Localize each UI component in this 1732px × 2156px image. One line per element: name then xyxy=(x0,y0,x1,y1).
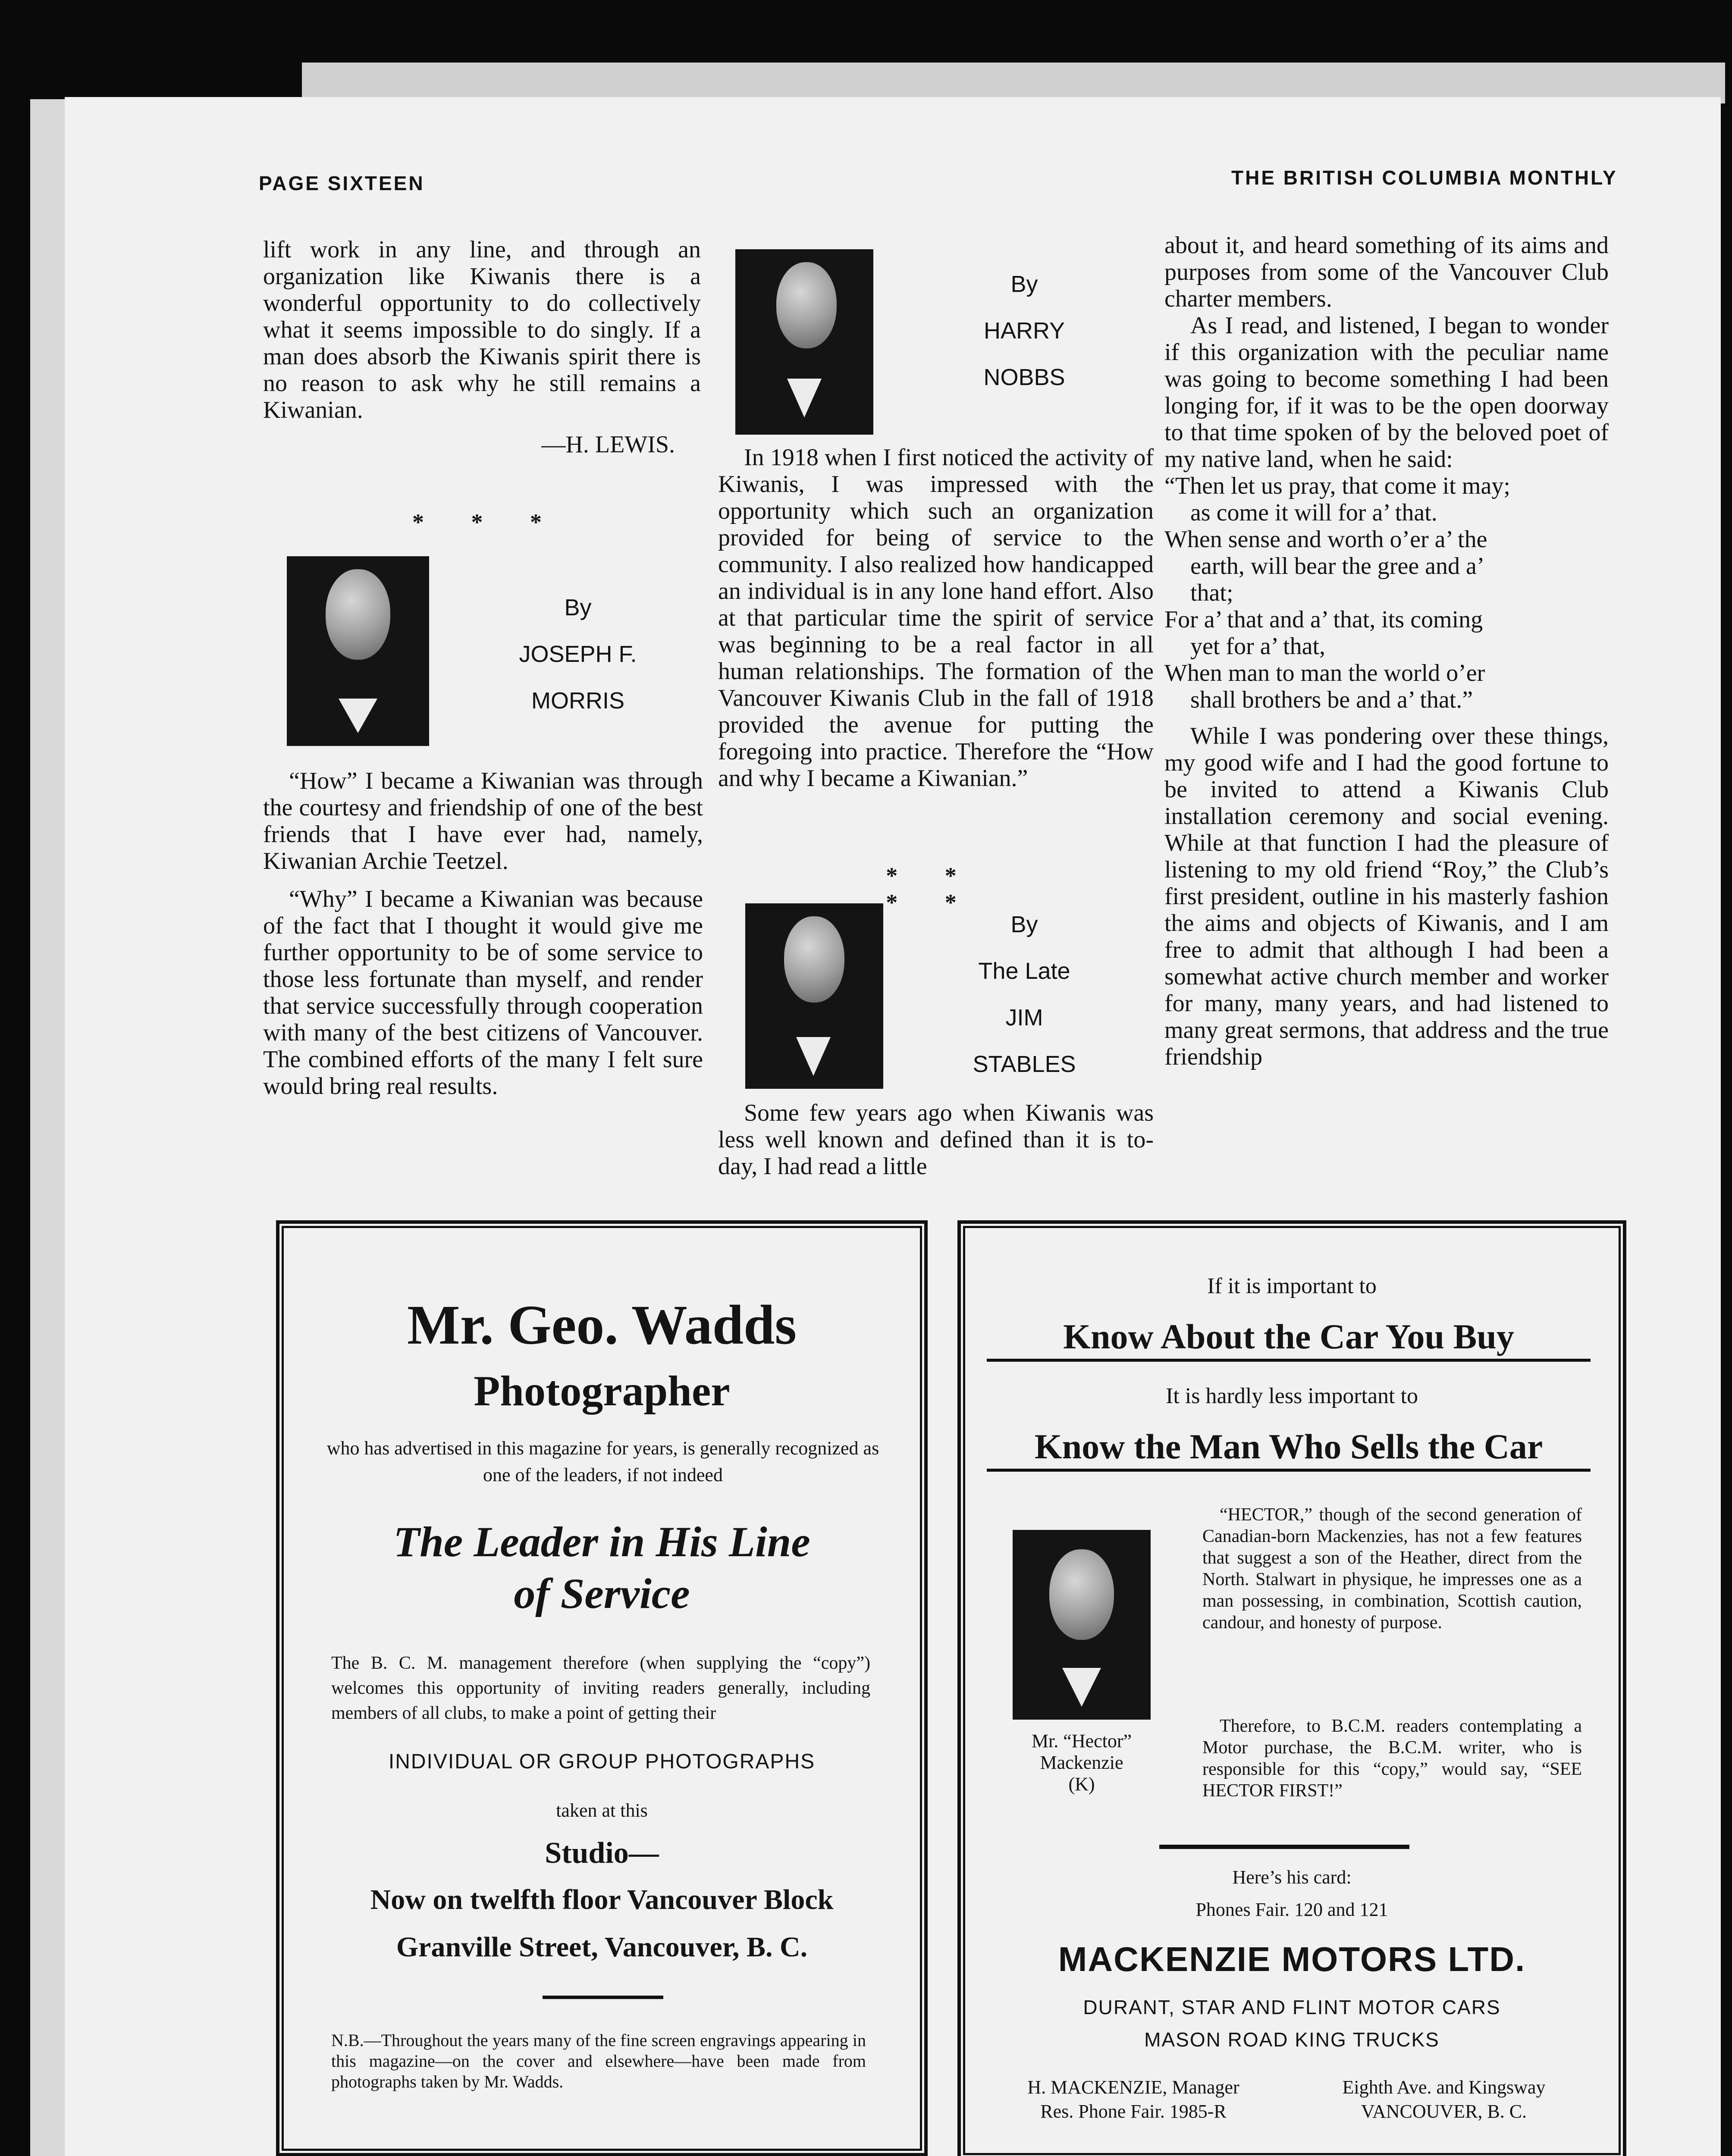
col3-installation-paragraph: While I was pondering over these things, my good wife and I had the good fortune to be invited to attend a Kiwanis Club installation ceremony and social evening. While at that function I had the pleasure of listening to my old friend “Roy,” the Club’s first president, outline in his masterly fashion the aims and objects of Kiwanis, and I am free to admit that although I had been a somewhat active church member and worker for many, many years, and had listened to many great sermons, that address and the true friendship xyxy=(1164,723,1609,1070)
ad-address-1: Now on twelfth floor Vancouver Block xyxy=(370,1884,834,1915)
ad-body: The B. C. M. management therefore (when supplying the “copy”) welcomes this opportunity of inviting readers generally, including members of all clubs, to make a point of getting their xyxy=(331,1653,870,1723)
ad-tagline-2: of Service xyxy=(514,1570,690,1617)
lewis-signature: —H. LEWIS. xyxy=(541,431,675,458)
ad-address-2: Granville Street, Vancouver, B. C. xyxy=(396,1931,808,1963)
section-divider-stars: * * * xyxy=(412,509,562,535)
ad-lead-1: If it is important to xyxy=(1207,1274,1377,1298)
ad-cars: DURANT, STAR AND FLINT MOTOR CARS xyxy=(1083,1996,1501,2018)
morris-how-paragraph: “How” I became a Kiwanian was through the courtesy and friendship of one of the best friends that I have ever had, namely, Kiwanian Archie Teetzel. xyxy=(263,768,703,874)
ad-hector-description: “HECTOR,” though of the second generation of Canadian-born Mackenzies, has not a few features that suggest a son of the Heather, direct from the North. Stalwart in physique, he impresses one as a man possessing, in combination, Scottish caution, candour, and honesty of purpose. xyxy=(1202,1505,1582,1633)
ad-headline-1: Know About the Car You Buy xyxy=(987,1316,1591,1362)
ad-intro: who has advertised in this magazine for years, is generally recognized as one of the leaders, if not indeed xyxy=(326,1438,879,1485)
ad-location: Eighth Ave. and Kingsway VANCOUVER, B. C. xyxy=(1342,2077,1546,2122)
ad-taken: taken at this xyxy=(556,1800,648,1821)
ad-tagline-1: The Leader in His Line xyxy=(393,1518,810,1566)
nobbs-text xyxy=(718,444,1154,792)
ad-divider-2 xyxy=(1159,1845,1409,1849)
morris-why-paragraph: “Why” I became a Kiwanian was because of the fact that I thought it would give me further opportunity to be of some service to those less fortunate than myself, and render that service successfully through cooperation with many of the best citizens of Vancouver. The combined efforts of the many I felt sure would bring real results. xyxy=(263,886,703,1100)
poem-line: that; xyxy=(1190,580,1233,606)
ad-phones: Phones Fair. 120 and 121 xyxy=(1195,1899,1388,1920)
byline-morris: By JOSEPH F. MORRIS xyxy=(519,595,637,714)
ad-title: Mr. Geo. Wadds xyxy=(407,1294,797,1356)
byline-nobbs: By HARRY NOBBS xyxy=(983,271,1065,390)
portrait-hector-mackenzie xyxy=(1013,1530,1151,1720)
page-number-header: PAGE SIXTEEN xyxy=(259,172,425,194)
poem-line: “Then let us pray, that come it may; xyxy=(1164,473,1510,499)
ad-manager: H. MACKENZIE, Manager Res. Phone Fair. 1985-R xyxy=(1027,2077,1239,2122)
burns-poem xyxy=(1164,473,1609,713)
poem-line: earth, will bear the gree and a’ xyxy=(1190,553,1485,580)
morris-text xyxy=(263,768,703,1100)
magazine-title-header: THE BRITISH COLUMBIA MONTHLY xyxy=(1231,166,1618,189)
section-divider-stars-2: * * * * xyxy=(886,863,977,915)
portrait-harry-nobbs xyxy=(735,249,873,435)
ad-trucks: MASON ROAD KING TRUCKS xyxy=(1144,2028,1440,2051)
wadds-photographer-ad xyxy=(276,1220,928,2156)
ad-headline-2: Know the Man Who Sells the Car xyxy=(987,1426,1591,1472)
ad-lead-2: It is hardly less important to xyxy=(1166,1384,1418,1408)
stables-text xyxy=(718,1100,1154,1180)
nobbs-paragraph: In 1918 when I first noticed the activity of Kiwanis, I was impressed with the opportunity which such an organization provided for being of service to the community. I also realized how handicapped an individual is in any lone hand effort. Also at that particular time the spirit of service was beginning to be a real factor in all human relationships. The formation of the Vancouver Kiwanis Club in the fall of 1918 provided the avenue for putting the foregoing into practice. Therefore the “How and why I became a Kiwanian.” xyxy=(718,444,1154,792)
poem-line: When sense and worth o’er a’ the xyxy=(1164,526,1487,553)
poem-line: When man to man the world o’er xyxy=(1164,660,1485,686)
ad-company-name: MACKENZIE MOTORS LTD. xyxy=(1058,1940,1526,1978)
stables-paragraph: Some few years ago when Kiwanis was less well known and defined than it is to-day, I had read a little xyxy=(718,1100,1154,1180)
ad-hector-recommendation: Therefore, to B.C.M. readers contemplating a Motor purchase, the B.C.M. writer, who is responsible for this “copy,” would say, “SEE HECTOR FIRST!” xyxy=(1202,1716,1582,1801)
ad-footnote: N.B.—Throughout the years many of the fine screen engravings appearing in this magazine—on the cover and elsewhere—have been made from photographs taken by Mr. Wadds. xyxy=(331,2031,866,2091)
ad-card-intro: Here’s his card: xyxy=(1232,1867,1352,1888)
ad-studio: Studio— xyxy=(545,1836,659,1870)
ad-photo-types: INDIVIDUAL OR GROUP PHOTOGRAPHS xyxy=(388,1750,816,1773)
col3-reflection-paragraph: As I read, and listened, I began to wonder if this organization with the peculiar name was going to become something I had been longing for, if it was to be the open doorway to that time spoken of by the beloved poet of my native land, when he said: xyxy=(1164,312,1609,473)
mackenzie-motors-ad xyxy=(957,1220,1626,2156)
column-3 xyxy=(1164,232,1609,1070)
lewis-paragraph: lift work in any line, and through an organization like Kiwanis there is a wonderful opportunity to do collectively what it seems impossible to do singly. If a man does absorb the Kiwanis spirit there is no reason to ask why he still remains a Kiwanian. xyxy=(263,236,701,423)
poem-line: For a’ that and a’ that, its coming xyxy=(1164,606,1483,633)
poem-line: yet for a’ that, xyxy=(1190,633,1326,660)
portrait-caption: Mr. “Hector” Mackenzie (K) xyxy=(1031,1730,1132,1795)
byline-stables: By The Late JIM STABLES xyxy=(973,912,1076,1077)
portrait-joseph-morris xyxy=(287,556,429,746)
poem-line: shall brothers be and a’ that.” xyxy=(1190,686,1473,713)
ad-subtitle: Photographer xyxy=(474,1367,730,1415)
poem-line: as come it will for a’ that. xyxy=(1190,499,1437,526)
ad-divider xyxy=(543,1996,663,1999)
col3-continued-paragraph: about it, and heard something of its aims and purposes from some of the Vancouver Club charter members. xyxy=(1164,232,1609,312)
column-1 xyxy=(263,236,701,458)
portrait-jim-stables xyxy=(745,903,883,1089)
